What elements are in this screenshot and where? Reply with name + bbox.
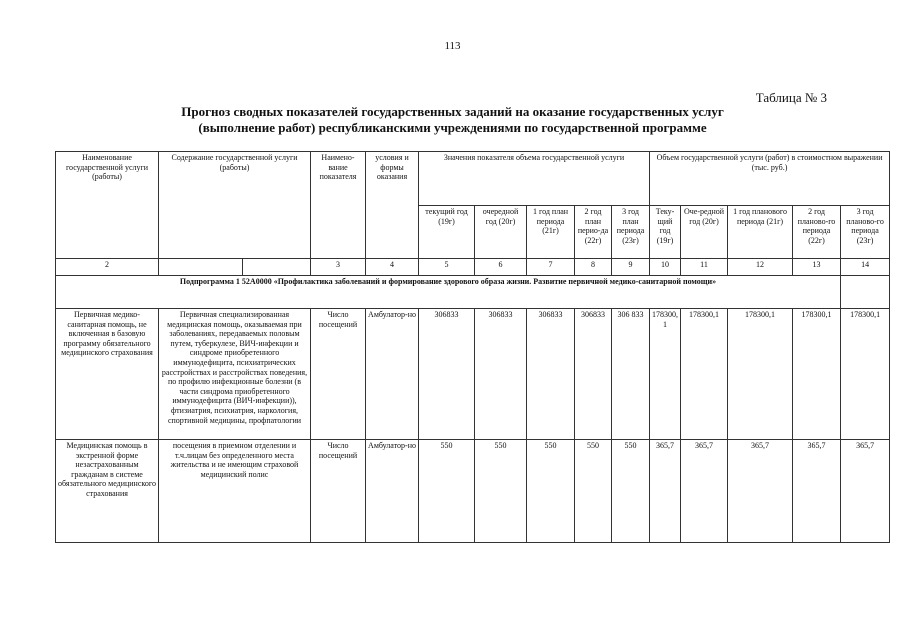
row-cost-value: 365,7 [793, 440, 841, 543]
header-cost-col: Оче-редной год (20г) [681, 206, 728, 259]
row-cost-value: 178300,1 [728, 309, 793, 440]
column-number-row [56, 259, 890, 276]
header-cost-group: Объем государственной услуги (работ) в стоимостном выражении (тыс. руб.) [650, 152, 890, 206]
column-number: 3 [311, 259, 366, 276]
row-indicator: Число посещений [311, 309, 366, 440]
forecast-table [55, 151, 890, 543]
header-volume-col: 1 год план периода (21г) [527, 206, 575, 259]
header-service-content: Содержание государственной услуги (работы) [159, 152, 311, 259]
row-volume-value: 550 [575, 440, 612, 543]
row-conditions: Амбулатор-но [366, 309, 419, 440]
row-service-content: Первичная специализированная медицинская помощь, оказываемая при заболеваниях, передаваемых половым путем, туберкулезе, ВИЧ-инфекции и синдроме приобретенного иммунодефицита, психиатрических расстройствах и расстройствах поведения, по профилю инфекционные болезни (в части синдрома приобретенного иммунодефицита (ВИЧ-инфекции)), фтизиатрия, психиатрия, наркология, спортивной медицины, профпатологии [159, 309, 311, 440]
row-volume-value: 306833 [475, 309, 527, 440]
row-cost-value: 178300, 1 [650, 309, 681, 440]
header-volume-col: очередной год (20г) [475, 206, 527, 259]
column-number: 11 [681, 259, 728, 276]
row-volume-value: 306833 [527, 309, 575, 440]
row-volume-value: 550 [475, 440, 527, 543]
header-volume-col: текущий год (19г) [419, 206, 475, 259]
table-label: Таблица № 3 [755, 90, 827, 105]
row-service-name: Медицинская помощь в экстренной форме незастрахованным гражданам в системе обязательного медицинского страхования [56, 440, 159, 543]
subprogram-heading: Подпрограмма 1 52А0000 «Профилактика заболеваний и формирование здорового образа жизни. Развитие первичной медико-санитарной помощи» [56, 276, 841, 309]
row-volume-value: 306 833 [612, 309, 650, 440]
row-volume-value: 550 [419, 440, 475, 543]
row-volume-value: 306833 [419, 309, 475, 440]
row-volume-value: 550 [612, 440, 650, 543]
column-number: 12 [728, 259, 793, 276]
header-volume-col: 3 год план периода (23г) [612, 206, 650, 259]
header-volume-col: 2 год план перио-да (22г) [575, 206, 612, 259]
header-cost-col: 2 год планово-го периода (22г) [793, 206, 841, 259]
column-number: 13 [793, 259, 841, 276]
title-line-2: (выполнение работ) республиканскими учреждениями по государственной программе [198, 120, 707, 135]
column-number: 7 [527, 259, 575, 276]
column-number [159, 259, 243, 276]
header-cost-col: 3 год планово-го периода (23г) [841, 206, 890, 259]
column-number: 4 [366, 259, 419, 276]
header-cost-col: 1 год планового периода (21г) [728, 206, 793, 259]
title-line-1: Прогноз сводных показателей государственных заданий на оказание государственных услуг [181, 104, 724, 119]
table-row [56, 440, 890, 543]
header-service-name: Наименование государственной услуги (работы) [56, 152, 159, 259]
row-volume-value: 550 [527, 440, 575, 543]
row-volume-value: 306833 [575, 309, 612, 440]
row-cost-value: 178300,1 [793, 309, 841, 440]
row-cost-value: 365,7 [728, 440, 793, 543]
column-number: 10 [650, 259, 681, 276]
row-cost-value: 365,7 [650, 440, 681, 543]
row-service-name: Первичная медико-санитарная помощь, не включенная в базовую программу обязательного медицинского страхования [56, 309, 159, 440]
page-number: 113 [444, 40, 461, 52]
column-number: 8 [575, 259, 612, 276]
row-indicator: Число посещений [311, 440, 366, 543]
document-title [0, 104, 905, 136]
table-row [56, 309, 890, 440]
row-cost-value: 178300,1 [841, 309, 890, 440]
column-number [243, 259, 311, 276]
empty-cell [841, 276, 890, 309]
header-conditions: условия и формы оказания [366, 152, 419, 259]
column-number: 2 [56, 259, 159, 276]
header-volume-group: Значения показателя объема государственной услуги [419, 152, 650, 206]
column-number: 6 [475, 259, 527, 276]
row-service-content: посещения в приемном отделении и т.ч.лицам без определенного места жительства и не имеющим страховой медицинский полис [159, 440, 311, 543]
column-number: 9 [612, 259, 650, 276]
header-indicator-name: Наимено-вание показателя [311, 152, 366, 259]
row-cost-value: 178300,1 [681, 309, 728, 440]
row-cost-value: 365,7 [681, 440, 728, 543]
column-number: 14 [841, 259, 890, 276]
row-cost-value: 365,7 [841, 440, 890, 543]
row-conditions: Амбулатор-но [366, 440, 419, 543]
column-number: 5 [419, 259, 475, 276]
header-cost-col: Теку-щий год (19г) [650, 206, 681, 259]
